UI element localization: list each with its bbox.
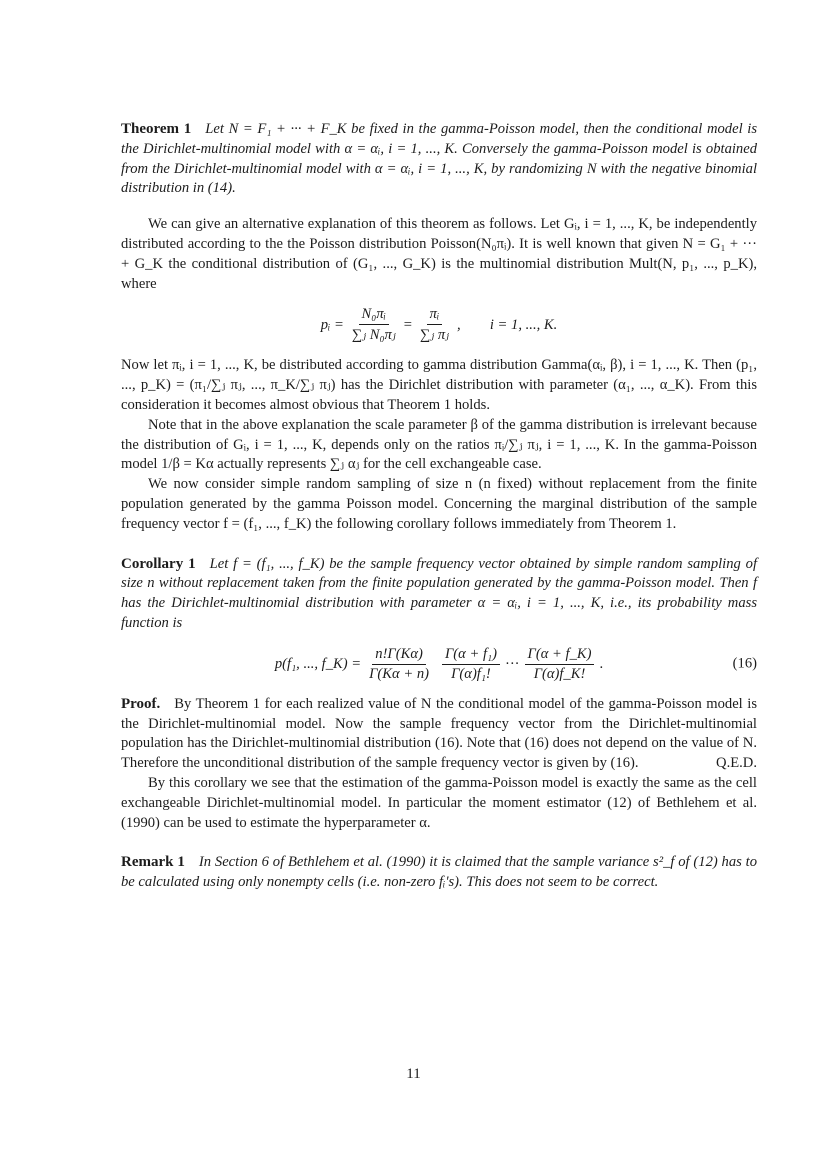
- eq1-fraction-2: [417, 306, 452, 344]
- proof-heading: Proof.: [121, 695, 161, 712]
- proof-block: [121, 695, 757, 774]
- remark-heading: Remark 1: [121, 854, 185, 871]
- corollary-block: [121, 555, 757, 634]
- paragraph-explanation: We can give an alternative explanation of this theorem as follows. Let Gᵢ, i = 1, ..., K, be independently distributed according to the the Poisson distribution Poisson(N₀πᵢ). It is well known that given N = G₁ + ··· + G_K the conditional distribution of (G₁, ..., G_K) is the multinomial distribution Mult(N, p₁, ..., p_K), where: [121, 216, 757, 292]
- page-number: 11: [406, 1066, 421, 1082]
- theorem-block: [121, 120, 757, 199]
- eq1-fraction-1: [349, 306, 399, 344]
- eq2-end: .: [599, 655, 604, 672]
- remark-block: [121, 853, 757, 893]
- theorem-text: Let N = F₁ + ··· + F_K be fixed in the gamma-Poisson model, then the conditional model is the Dirichlet-multinomial model with α = αᵢ, i = 1, ..., K. Conversely the gamma-Poisson model is obtained from the Dirichlet-multinomial model with α = αᵢ, i = 1, ..., K, by randomizing N with the negative binomial distribution in (14).: [121, 121, 757, 197]
- eq2-f3-numerator: Γ(α + f_K): [525, 646, 595, 665]
- paragraph-scale-note: Note that in the above explanation the scale parameter β of the gamma distribution is irrelevant because the distribution of Gᵢ, i = 1, ..., K, depends only on the ratios πᵢ/∑ⱼ πⱼ, i = 1, ..., K. In the gamma-Poisson model 1/β = Kα actually represents ∑ⱼ αⱼ for the cell exchangeable case.: [121, 416, 757, 473]
- paragraph-estimation: By this corollary we see that the estimation of the gamma-Poisson model is exactly the same as the cell exchangeable Dirichlet-multinomial model. In particular the moment estimator (12) of Bethlehem et al. (1990) can be used to estimate the hyperparameter α.: [121, 774, 757, 831]
- eq2-f1-numerator: n!Γ(Kα): [372, 646, 426, 665]
- eq2-fraction-1: [366, 646, 432, 683]
- remark-text: In Section 6 of Bethlehem et al. (1990) it is claimed that the sample variance s²_f of (12) has to be calculated using only nonempty cells (i.e. non-zero fᵢ's). This does not seem to be correct.: [121, 854, 757, 891]
- qed-mark: Q.E.D.: [716, 755, 757, 772]
- eq1-f2-numerator: πᵢ: [427, 306, 443, 325]
- page-body: [121, 120, 757, 893]
- eq2-dots: ···: [504, 655, 520, 672]
- eq2-fraction-3: [525, 646, 595, 683]
- eq2-f2-denominator: Γ(α)f₁!: [451, 665, 491, 682]
- paragraph-sampling: We now consider simple random sampling of size n (n fixed) without replacement from the finite population generated by the gamma Poisson model. Concerning the marginal distribution of the sample frequency vector f = (f₁, ..., f_K) the following corollary follows immediately from Theorem 1.: [121, 476, 757, 532]
- eq1-equals: =: [403, 316, 412, 333]
- equation-p-i: [121, 306, 757, 344]
- eq1-tail: , i = 1, ..., K.: [457, 316, 558, 333]
- eq1-f1-denominator: ∑ⱼ N₀πⱼ: [351, 327, 396, 344]
- eq2-lhs: p(f₁, ..., f_K) =: [274, 655, 362, 672]
- theorem-heading: Theorem 1: [121, 121, 192, 137]
- proof-text: By Theorem 1 for each realized value of N the conditional model of the gamma-Poisson model is the Dirichlet-multinomial model. Now the sample frequency vector from the Dirichlet-multinomial population has the Dirichlet-multinomial distribution (16). Note that (16) does not depend on the value of N. Therefore the unconditional distribution of the sample frequency vector is given by (16).: [121, 695, 757, 772]
- eq1-lhs: pᵢ =: [320, 316, 344, 333]
- equation-number: (16): [732, 655, 757, 672]
- paragraph-gamma: Now let πᵢ, i = 1, ..., K, be distributed according to gamma distribution Gamma(αᵢ, β), i = 1, ..., K. Then (p₁, ..., p_K) = (π₁/∑ⱼ πⱼ, ..., π_K/∑ⱼ πⱼ) has the Dirichlet distribution with parameter (α₁, ..., α_K). From this consideration it becomes almost obvious that Theorem 1 holds.: [121, 357, 757, 413]
- eq2-fraction-2: [442, 646, 500, 683]
- eq1-f2-denominator: ∑ⱼ πⱼ: [419, 327, 450, 344]
- equation-16: [121, 646, 757, 683]
- corollary-heading: Corollary 1: [121, 555, 196, 572]
- eq1-f1-numerator: N₀πᵢ: [359, 306, 389, 325]
- corollary-text: Let f = (f₁, ..., f_K) be the sample frequency vector obtained by simple random sampling of size n without replacement taken from the finite population generated by the gamma-Poisson model. Then f has the Dirichlet-multinomial distribution with parameter α = αᵢ, i = 1, ..., K, i.e., its probability mass function is: [121, 555, 757, 631]
- eq2-f2-numerator: Γ(α + f₁): [442, 646, 500, 665]
- eq2-f1-denominator: Γ(Kα + n): [369, 665, 429, 682]
- eq2-f3-denominator: Γ(α)f_K!: [533, 665, 586, 682]
